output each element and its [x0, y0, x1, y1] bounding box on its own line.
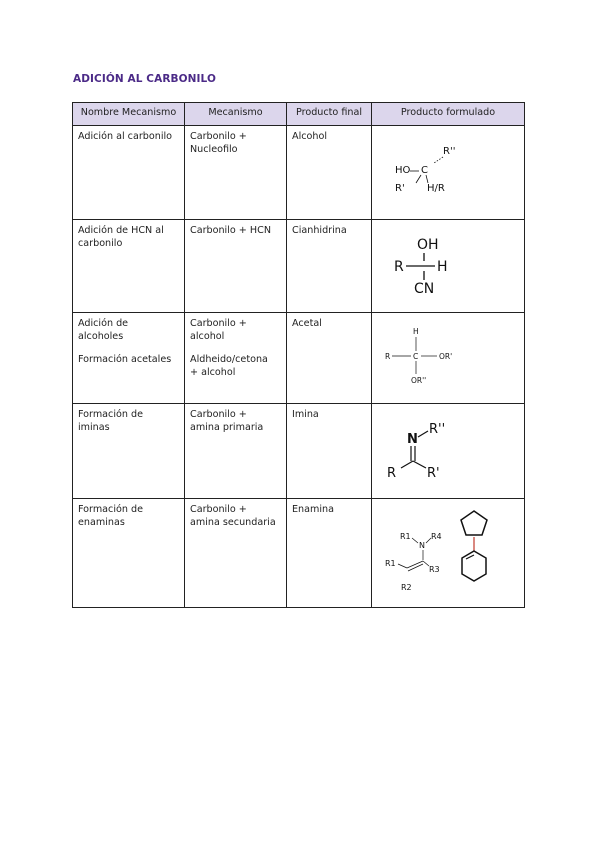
producto-cell: Acetal [292, 318, 322, 329]
struct-label: R4 [431, 532, 442, 541]
struct-label: R'' [443, 146, 456, 157]
struct-label: R1 [400, 532, 411, 541]
struct-label: N [407, 432, 418, 447]
pyrrolidine-ring [461, 511, 487, 535]
header-mecanismo: Mecanismo [185, 103, 287, 126]
struct-label: OR' [439, 352, 453, 361]
table-header-row [73, 103, 525, 126]
table-row [73, 220, 525, 313]
producto-cell: Imina [292, 409, 319, 420]
struct-label: CN [414, 281, 435, 297]
struct-label: R3 [429, 565, 440, 574]
table-row [73, 499, 525, 608]
struct-label: R1 [385, 559, 396, 568]
struct-label: OR'' [411, 376, 427, 385]
nombre-cell: Formación de enaminas [78, 504, 143, 528]
struct-label: R [387, 466, 397, 481]
struct-label: H [437, 259, 448, 275]
struct-label: R'' [429, 422, 446, 437]
struct-label: R [394, 259, 404, 275]
header-producto-formulado: Producto formulado [372, 103, 525, 126]
struct-label: R [385, 352, 391, 361]
table-row [73, 313, 525, 404]
struct-label: N [419, 541, 425, 550]
mecanismo-cell: Carbonilo + alcohol [190, 318, 247, 342]
struct-label: R' [427, 466, 440, 481]
mecanismo-cell: Carbonilo + amina secundaria [190, 504, 276, 528]
table-row [73, 404, 525, 499]
nombre-cell: Adición de HCN al carbonilo [78, 225, 164, 249]
nombre-cell: Adición de alcoholes [78, 318, 129, 342]
producto-cell: Alcohol [292, 131, 327, 142]
imina-structure [377, 409, 530, 493]
struct-label: H [413, 327, 419, 336]
producto-cell: Cianhidrina [292, 225, 347, 236]
page-title: ADICIÓN AL CARBONILO [73, 73, 216, 85]
struct-label: R2 [401, 583, 412, 592]
producto-cell: Enamina [292, 504, 334, 515]
cianhidrina-structure [377, 225, 530, 307]
struct-label: OH [417, 237, 439, 253]
mechanism-table [72, 102, 525, 608]
mecanismo-cell: Carbonilo + HCN [190, 225, 271, 236]
mecanismo-cell-secondary: Aldheido/cetona + alcohol [190, 353, 268, 378]
nombre-cell: Adición al carbonilo [78, 131, 173, 142]
acetal-structure [377, 318, 530, 398]
struct-label: C [421, 165, 428, 176]
mecanismo-cell: Carbonilo + Nucleofilo [190, 131, 247, 155]
enamina-structure [377, 504, 530, 602]
header-producto-final: Producto final [287, 103, 372, 126]
header-nombre: Nombre Mecanismo [73, 103, 185, 126]
alcohol-structure [377, 131, 530, 214]
struct-label: H/R [427, 183, 445, 194]
nombre-cell-secondary: Formación acetales [78, 353, 172, 365]
mecanismo-cell: Carbonilo + amina primaria [190, 409, 264, 433]
table-row [73, 126, 525, 220]
struct-label: R' [395, 183, 405, 194]
struct-label: C [413, 352, 419, 361]
struct-label: HO [395, 165, 411, 176]
nombre-cell: Formación de iminas [78, 409, 143, 433]
